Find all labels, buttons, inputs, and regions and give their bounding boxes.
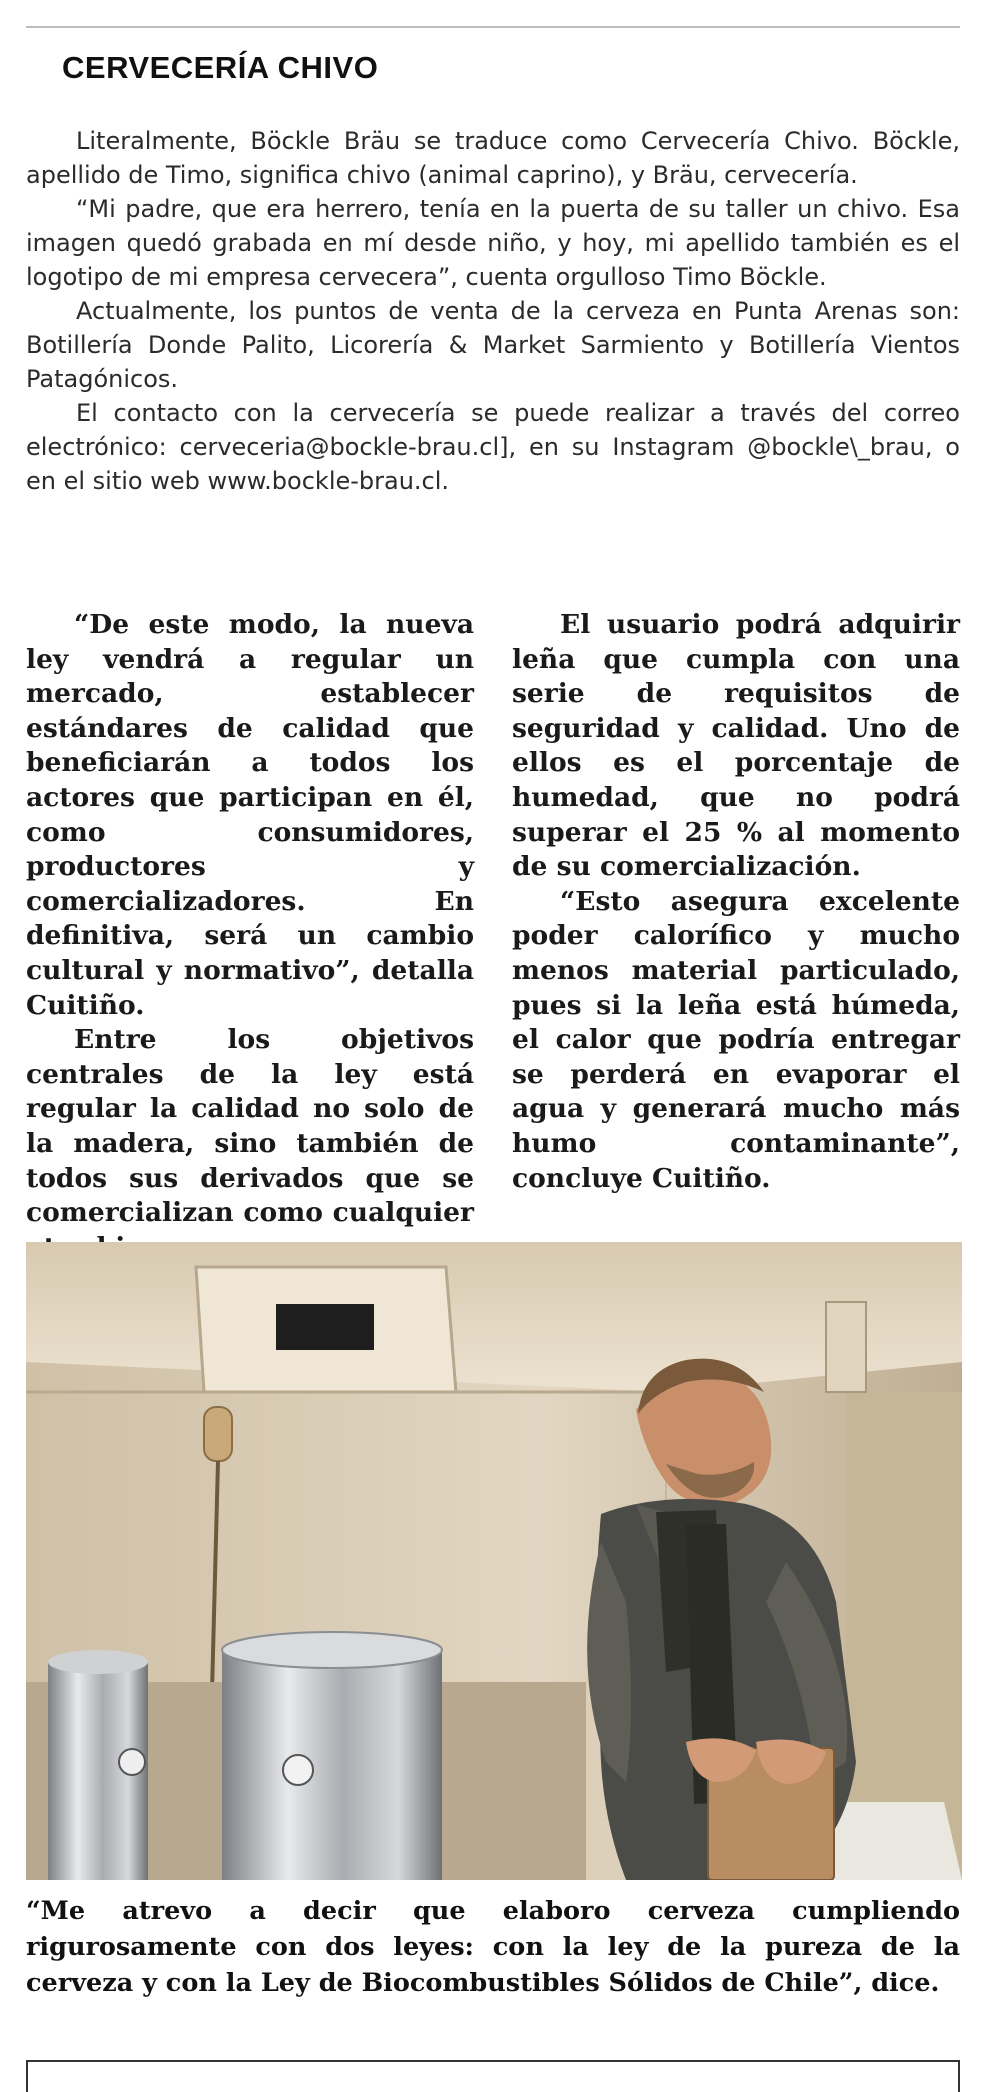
sidebar-paragraph: Literalmente, Böckle Bräu se traduce como Cervecería Chivo. Böckle, apellido de Timo, significa chivo (animal caprino), y Bräu, cervecería.	[26, 127, 960, 189]
article-column-right	[512, 608, 960, 1196]
sidebar-paragraph: Actualmente, los puntos de venta de la cerveza en Punta Arenas son: Botillería Donde Palito, Licorería & Market Sarmiento y Botillería Vientos Patagónicos.	[26, 297, 960, 393]
brewery-photo-illustration	[26, 1242, 962, 1880]
article-paragraph: “Esto asegura excelente poder calorífico y mucho menos material particulado, pues si la leña está húmeda, el calor que podría entregar se perderá en evaporar el agua y generará mucho más humo contaminante”, concluye Cuitiño.	[512, 885, 960, 1194]
sidebar-paragraph: El contacto con la cervecería se puede realizar a través del correo electrónico: cerveceria@bockle-brau.cl], en su Instagram @bockle\_brau, o en el sitio web www.bockle-brau.cl.	[26, 399, 960, 495]
bottom-box-edge	[26, 2060, 960, 2092]
article-paragraph: Entre los objetivos centrales de la ley está regular la calidad no solo de la madera, sino también de todos sus derivados que se comercializan como cualquier	[26, 1024, 474, 1229]
sidebar-paragraph: “Mi padre, que era herrero, tenía en la puerta de su taller un chivo. Esa imagen quedó grabada en mí desde niño, y hoy, mi apellido también es el logotipo de mi empresa cervecera”, cuenta orgulloso Timo Böckle.	[26, 195, 960, 291]
article-paragraph: El usuario podrá adquirir leña que cumpla con una serie de requisitos de seguridad y calidad. Uno de ellos es el porcentaje de humedad, que no podrá superar el 25 % al momento de su comercialización.	[512, 609, 960, 883]
article-column-left	[26, 608, 474, 1265]
top-divider	[26, 26, 960, 28]
article-paragraph: “De este modo, la nueva ley vendrá a regular un mercado, establecer estándares de calidad que beneficiarán a todos los actores que participan en él, como consumidores, productores y comercializadores. En definitiva, será un cambio cultural y normativo”, detalla Cuitiño.	[26, 609, 474, 1021]
sidebar-title: CERVECERÍA CHIVO	[62, 50, 379, 85]
article-photo	[26, 1242, 962, 1880]
photo-caption: “Me atrevo a decir que elaboro cerveza cumpliendo rigurosamente con dos leyes: con la ley de la pureza de la cerveza y con la Ley de Biocombustibles Sólidos de Chile”, dice.	[26, 1896, 960, 1998]
sidebar-box	[26, 124, 960, 498]
